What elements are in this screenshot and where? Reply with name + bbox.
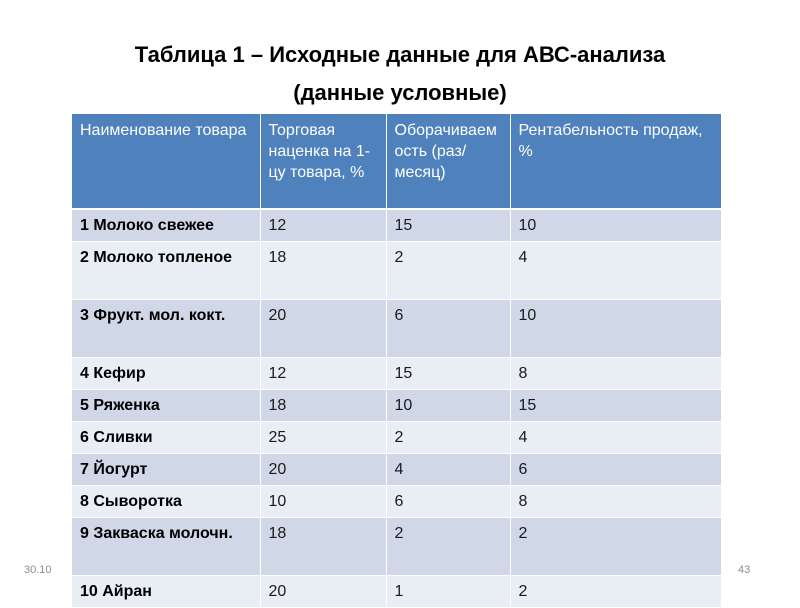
turnover-cell: 1 [386, 576, 510, 608]
turnover-cell: 6 [386, 300, 510, 358]
slide-title-line-2: (данные условные) [293, 80, 507, 105]
markup-cell: 12 [260, 209, 386, 242]
turnover-cell: 15 [386, 358, 510, 390]
markup-cell: 12 [260, 358, 386, 390]
column-header-markup: Торговая наценка на 1-цу товара, % [260, 114, 386, 209]
product-name-cell: 7 Йогурт [72, 454, 260, 486]
markup-cell: 18 [260, 242, 386, 300]
slide-title-line-1: Таблица 1 – Исходные данные для АВС-анализа [134, 42, 666, 67]
table-row [72, 486, 721, 518]
markup-cell: 20 [260, 454, 386, 486]
markup-cell: 20 [260, 300, 386, 358]
column-header-product-name: Наименование товара [72, 114, 260, 209]
turnover-cell: 4 [386, 454, 510, 486]
markup-cell: 20 [260, 576, 386, 608]
markup-cell: 18 [260, 390, 386, 422]
column-header-profitability: Рентабельность продаж, % [510, 114, 721, 209]
table-row [72, 390, 721, 422]
turnover-cell: 10 [386, 390, 510, 422]
profitability-cell: 6 [510, 454, 721, 486]
table-header-row [72, 114, 721, 209]
profitability-cell: 4 [510, 242, 721, 300]
markup-cell: 25 [260, 422, 386, 454]
table-row [72, 358, 721, 390]
product-name-cell: 10 Айран [72, 576, 260, 608]
table-row [72, 576, 721, 608]
profitability-cell: 15 [510, 390, 721, 422]
footer-date: 30.10 [24, 564, 52, 576]
turnover-cell: 2 [386, 518, 510, 576]
abc-analysis-table [72, 114, 721, 608]
turnover-cell: 6 [386, 486, 510, 518]
footer-page-number: 43 [738, 564, 751, 576]
table-row [72, 209, 721, 242]
markup-cell: 18 [260, 518, 386, 576]
table-row [72, 242, 721, 300]
slide-title [0, 36, 800, 112]
turnover-cell: 2 [386, 422, 510, 454]
product-name-cell: 2 Молоко топленое [72, 242, 260, 300]
markup-cell: 10 [260, 486, 386, 518]
turnover-cell: 15 [386, 209, 510, 242]
table-header [72, 114, 721, 209]
product-name-cell: 9 Закваска молочн. [72, 518, 260, 576]
profitability-cell: 10 [510, 209, 721, 242]
profitability-cell: 8 [510, 358, 721, 390]
product-name-cell: 5 Ряженка [72, 390, 260, 422]
profitability-cell: 10 [510, 300, 721, 358]
product-name-cell: 8 Сыворотка [72, 486, 260, 518]
table-body [72, 209, 721, 608]
profitability-cell: 4 [510, 422, 721, 454]
profitability-cell: 2 [510, 518, 721, 576]
product-name-cell: 4 Кефир [72, 358, 260, 390]
product-name-cell: 6 Сливки [72, 422, 260, 454]
table-row [72, 422, 721, 454]
product-name-cell: 3 Фрукт. мол. кокт. [72, 300, 260, 358]
profitability-cell: 8 [510, 486, 721, 518]
column-header-turnover: Оборачиваемость (раз/месяц) [386, 114, 510, 209]
table-row [72, 300, 721, 358]
product-name-cell: 1 Молоко свежее [72, 209, 260, 242]
table-row [72, 454, 721, 486]
profitability-cell: 2 [510, 576, 721, 608]
turnover-cell: 2 [386, 242, 510, 300]
table-row [72, 518, 721, 576]
